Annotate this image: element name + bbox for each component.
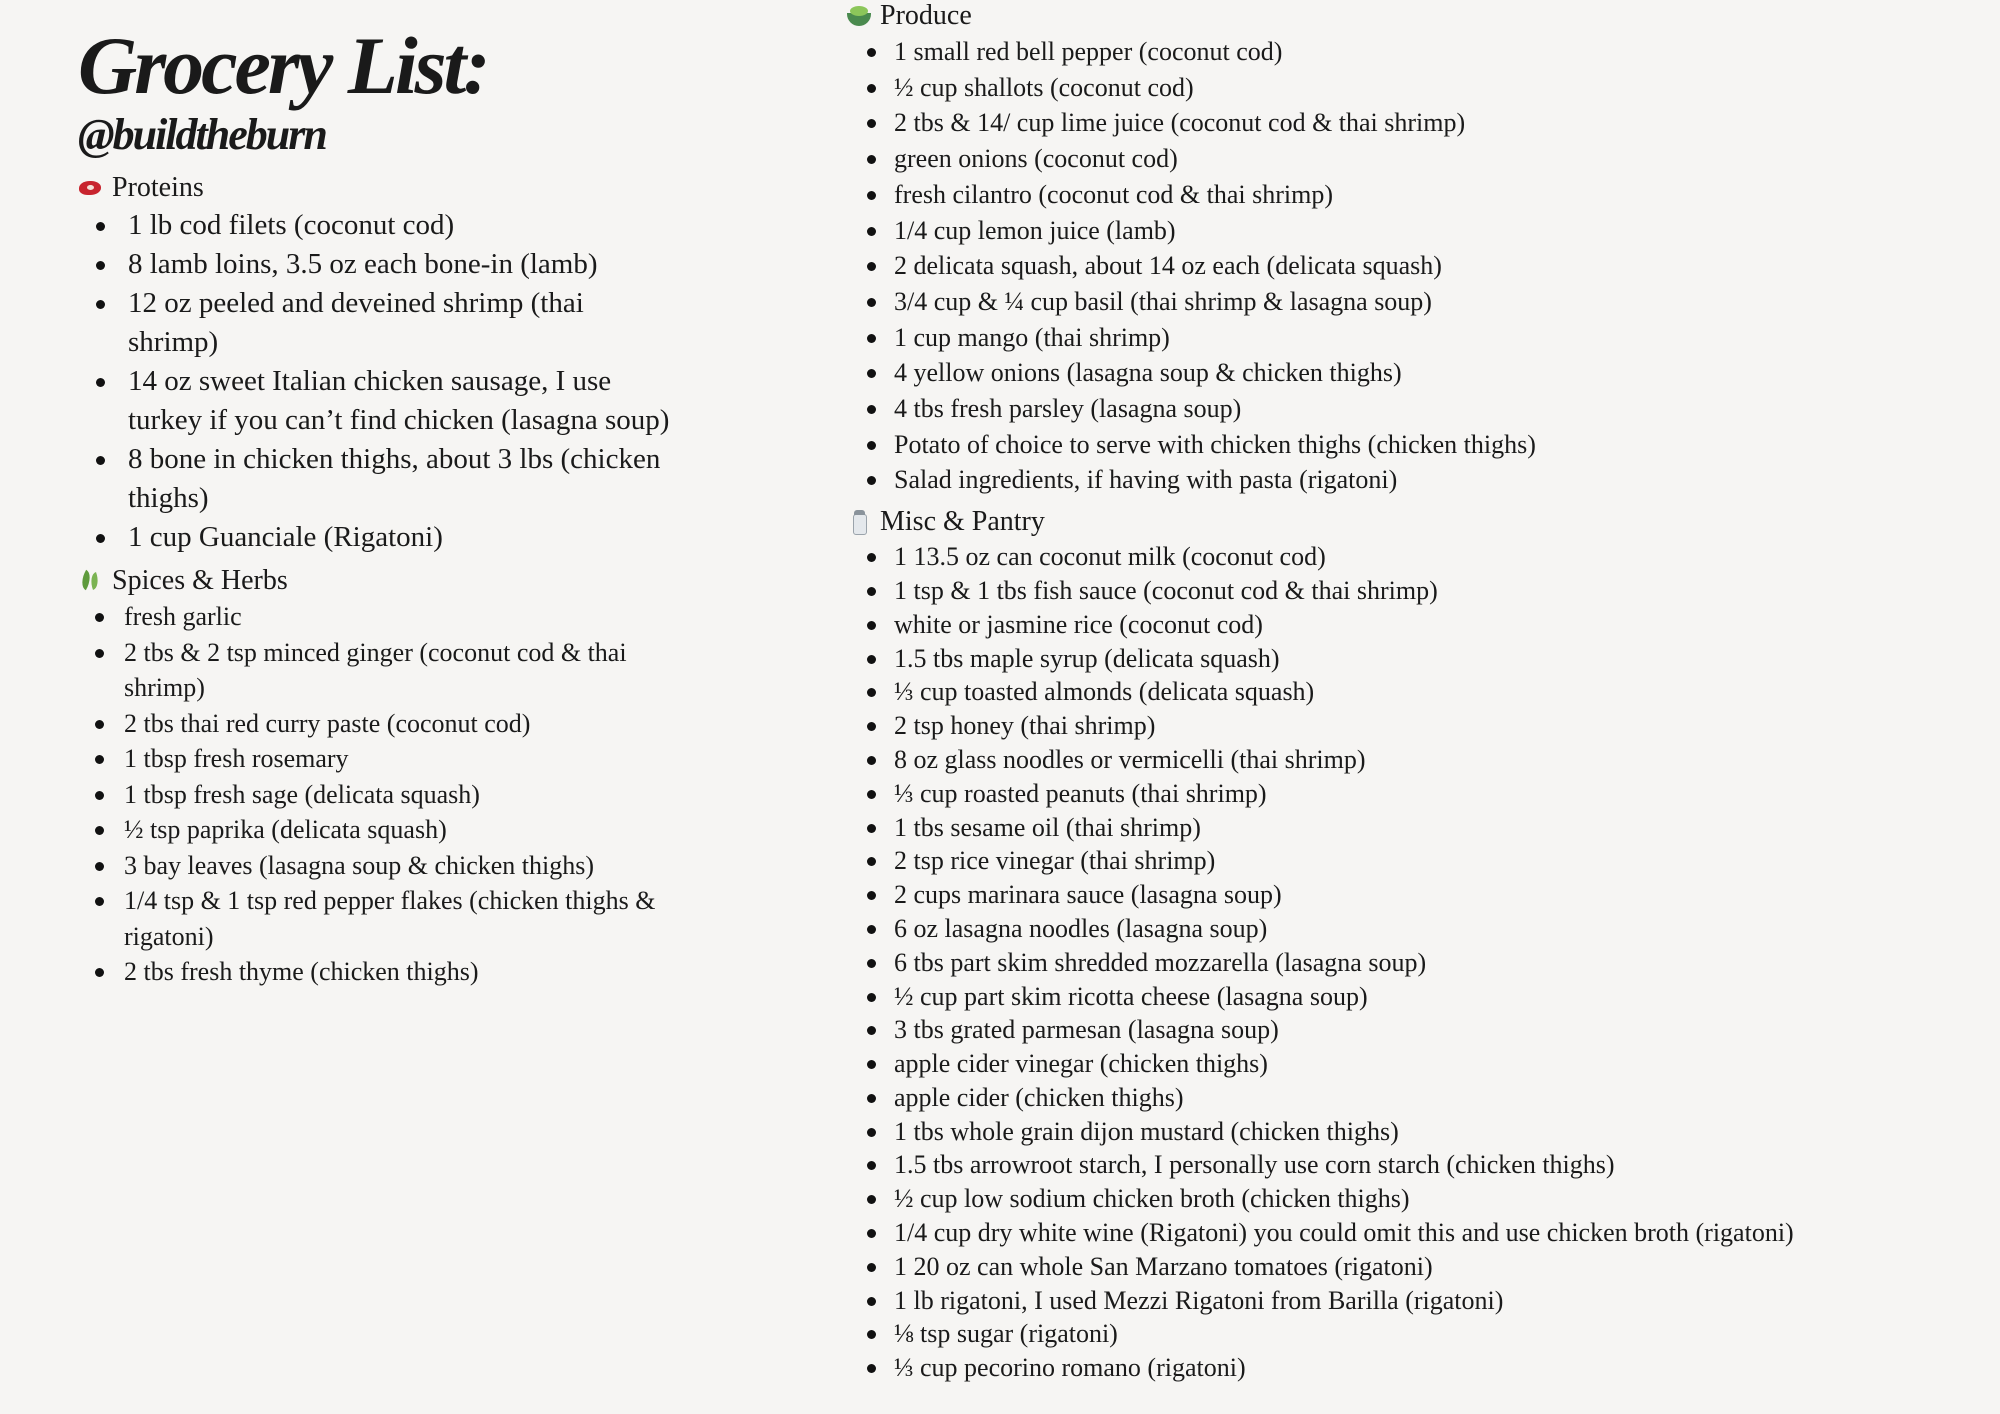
author-handle: @buildtheburn	[78, 110, 326, 159]
list-item: 1 cup mango (thai shrimp)	[846, 320, 1986, 356]
list-item: ½ cup part skim ricotta cheese (lasagna soup)	[846, 980, 1986, 1014]
list-item: ⅓ cup pecorino romano (rigatoni)	[846, 1351, 1986, 1385]
list-item: 1/4 tsp & 1 tsp red pepper flakes (chicken thighs & rigatoni)	[78, 883, 678, 954]
list-item: 3/4 cup & ¼ cup basil (thai shrimp & lasagna soup)	[846, 284, 1986, 320]
list-item: 1 lb rigatoni, I used Mezzi Rigatoni from Barilla (rigatoni)	[846, 1284, 1986, 1318]
list-item: 1 tsp & 1 tbs fish sauce (coconut cod & thai shrimp)	[846, 574, 1986, 608]
list-item: 2 tbs fresh thyme (chicken thighs)	[78, 954, 678, 990]
list-item: fresh cilantro (coconut cod & thai shrimp)	[846, 177, 1986, 213]
list-item: green onions (coconut cod)	[846, 141, 1986, 177]
produce-section	[846, 0, 1986, 498]
list-item: ½ tsp paprika (delicata squash)	[78, 812, 678, 848]
proteins-heading-label: Proteins	[112, 172, 204, 203]
page-title: Grocery List:	[78, 20, 488, 111]
list-item: Salad ingredients, if having with pasta (rigatoni)	[846, 462, 1986, 498]
list-item: 2 tbs thai red curry paste (coconut cod)	[78, 706, 678, 742]
list-item: ⅓ cup toasted almonds (delicata squash)	[846, 675, 1986, 709]
produce-list	[846, 34, 1986, 498]
list-item: Potato of choice to serve with chicken thighs (chicken thighs)	[846, 427, 1986, 463]
list-item: 8 lamb loins, 3.5 oz each bone-in (lamb)	[78, 245, 678, 284]
list-item: 1 tbsp fresh rosemary	[78, 741, 678, 777]
list-item: 2 cups marinara sauce (lasagna soup)	[846, 878, 1986, 912]
list-item: apple cider vinegar (chicken thighs)	[846, 1047, 1986, 1081]
left-column	[78, 20, 678, 996]
list-item: 1 tbs sesame oil (thai shrimp)	[846, 811, 1986, 845]
spices-list	[78, 599, 678, 990]
list-item: ⅓ cup roasted peanuts (thai shrimp)	[846, 777, 1986, 811]
misc-list	[846, 540, 1986, 1385]
list-item: 2 tbs & 14/ cup lime juice (coconut cod & thai shrimp)	[846, 105, 1986, 141]
list-item: 1/4 cup lemon juice (lamb)	[846, 213, 1986, 249]
misc-section	[846, 504, 1986, 1385]
list-item: ⅛ tsp sugar (rigatoni)	[846, 1317, 1986, 1351]
list-item: 1 small red bell pepper (coconut cod)	[846, 34, 1986, 70]
list-item: 1 tbsp fresh sage (delicata squash)	[78, 777, 678, 813]
misc-heading-label: Misc & Pantry	[880, 506, 1045, 538]
list-item: 6 oz lasagna noodles (lasagna soup)	[846, 912, 1986, 946]
list-item: 3 bay leaves (lasagna soup & chicken thighs)	[78, 848, 678, 884]
list-item: 1 13.5 oz can coconut milk (coconut cod)	[846, 540, 1986, 574]
proteins-heading	[78, 170, 678, 206]
salt-shaker-icon	[846, 509, 872, 535]
list-item: fresh garlic	[78, 599, 678, 635]
list-item: 1/4 cup dry white wine (Rigatoni) you could omit this and use chicken broth (rigatoni)	[846, 1216, 1986, 1250]
list-item: 8 bone in chicken thighs, about 3 lbs (chicken thighs)	[78, 440, 678, 518]
spices-heading-label: Spices & Herbs	[112, 565, 288, 596]
list-item: 12 oz peeled and deveined shrimp (thai shrimp)	[78, 284, 678, 362]
list-item: 1 lb cod filets (coconut cod)	[78, 206, 678, 245]
list-item: white or jasmine rice (coconut cod)	[846, 608, 1986, 642]
list-item: 4 yellow onions (lasagna soup & chicken thighs)	[846, 355, 1986, 391]
proteins-list	[78, 206, 678, 557]
produce-heading	[846, 0, 1986, 34]
list-item: 6 tbs part skim shredded mozzarella (lasagna soup)	[846, 946, 1986, 980]
misc-heading	[846, 504, 1986, 540]
list-item: 1.5 tbs arrowroot starch, I personally use corn starch (chicken thighs)	[846, 1148, 1986, 1182]
list-item: 1 cup Guanciale (Rigatoni)	[78, 518, 678, 557]
list-item: 8 oz glass noodles or vermicelli (thai shrimp)	[846, 743, 1986, 777]
spices-section	[78, 563, 678, 990]
list-item: 14 oz sweet Italian chicken sausage, I use turkey if you can’t find chicken (lasagna soup)	[78, 362, 678, 440]
steak-icon	[78, 175, 104, 201]
produce-heading-label: Produce	[880, 0, 972, 31]
list-item: 2 delicata squash, about 14 oz each (delicata squash)	[846, 248, 1986, 284]
list-item: 3 tbs grated parmesan (lasagna soup)	[846, 1013, 1986, 1047]
spices-heading	[78, 563, 678, 599]
list-item: 1 tbs whole grain dijon mustard (chicken thighs)	[846, 1115, 1986, 1149]
list-item: 1 20 oz can whole San Marzano tomatoes (rigatoni)	[846, 1250, 1986, 1284]
list-item: 4 tbs fresh parsley (lasagna soup)	[846, 391, 1986, 427]
herb-icon	[78, 568, 104, 594]
list-item: ½ cup shallots (coconut cod)	[846, 70, 1986, 106]
list-item: 1.5 tbs maple syrup (delicata squash)	[846, 642, 1986, 676]
list-item: 2 tbs & 2 tsp minced ginger (coconut cod & thai shrimp)	[78, 635, 678, 706]
list-item: 2 tsp rice vinegar (thai shrimp)	[846, 844, 1986, 878]
salad-icon	[846, 3, 872, 29]
list-item: ½ cup low sodium chicken broth (chicken thighs)	[846, 1182, 1986, 1216]
list-item: apple cider (chicken thighs)	[846, 1081, 1986, 1115]
proteins-section	[78, 170, 678, 557]
right-column	[846, 0, 1986, 1391]
list-item: 2 tsp honey (thai shrimp)	[846, 709, 1986, 743]
